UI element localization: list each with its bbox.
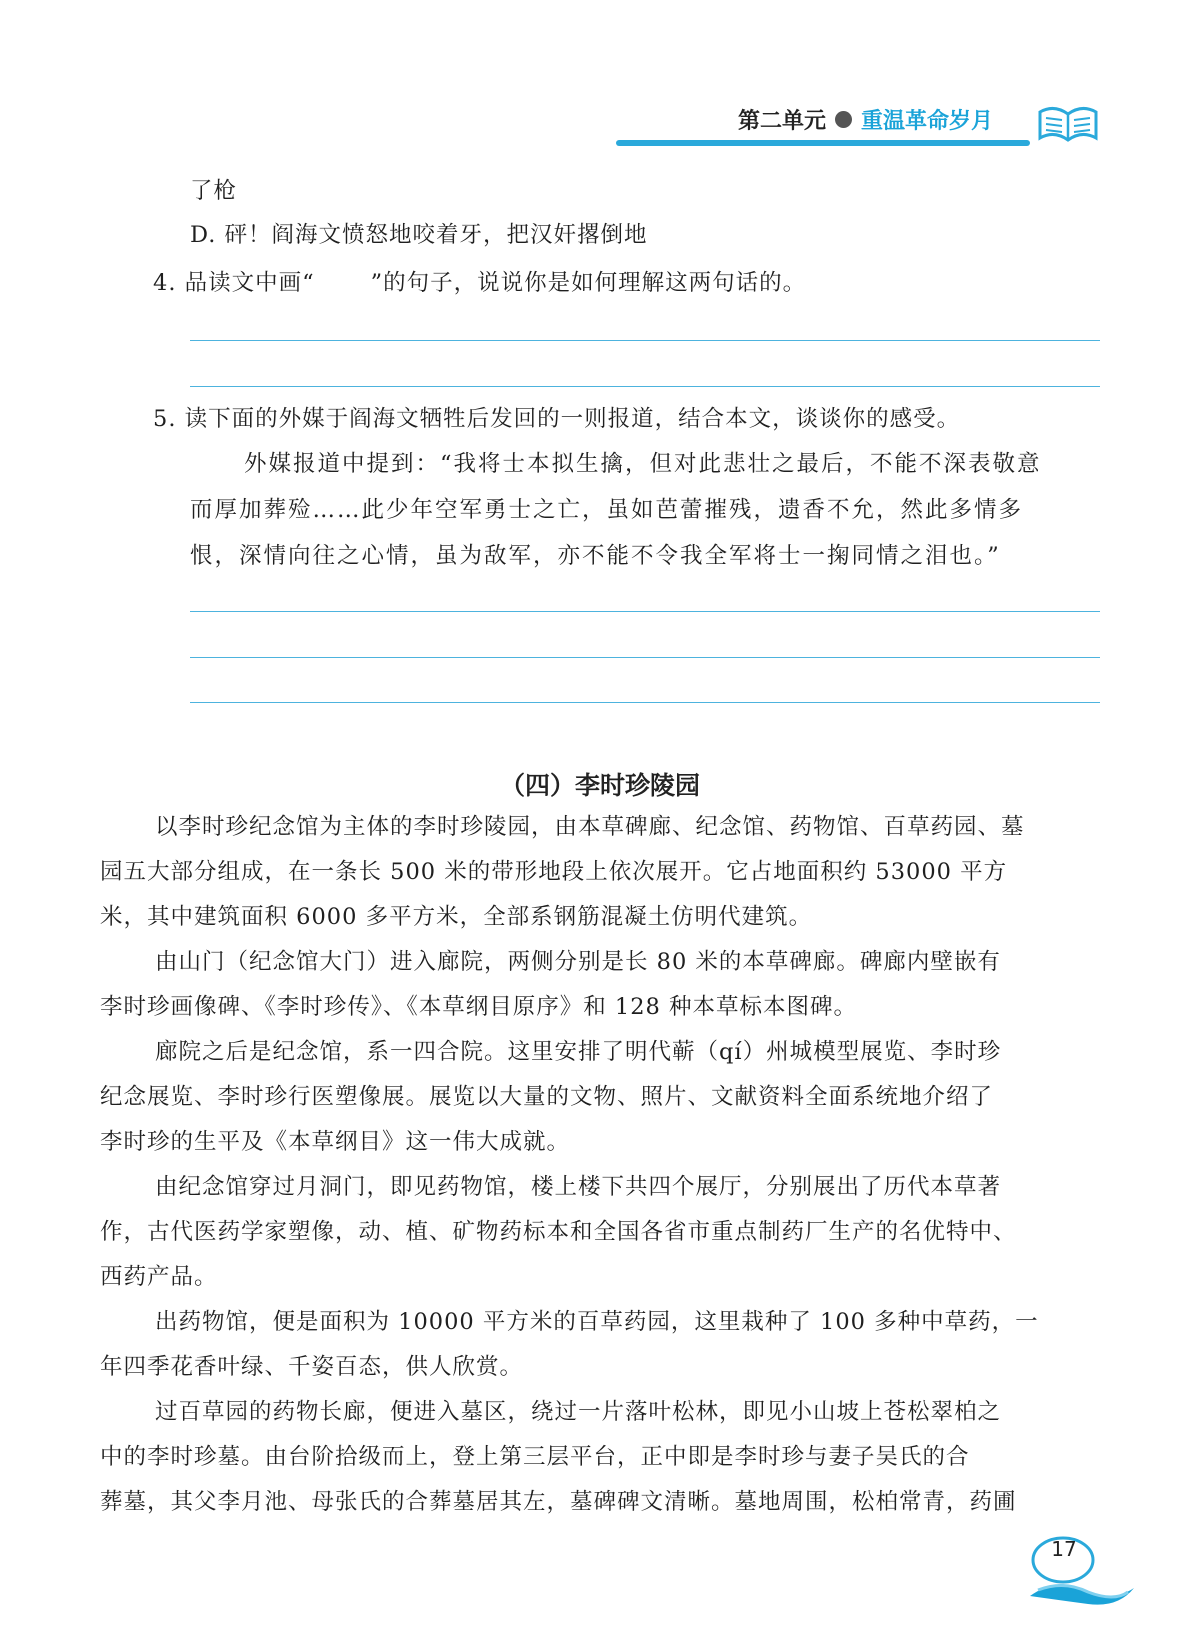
paragraph-line: 廊院之后是纪念馆，系一四合院。这里安排了明代蕲（qí）州城模型展览、李时珍 xyxy=(155,1039,1002,1065)
page-number: 17 xyxy=(1051,1537,1077,1561)
wavy-underline-mark xyxy=(315,266,371,290)
header-rule xyxy=(616,140,1030,146)
book-icon xyxy=(1036,98,1100,144)
unit-label: 第二单元 xyxy=(738,109,827,134)
paragraph-line: 葬墓，其父李月池、母张氏的合葬墓居其左，墓碑碑文清晰。墓地周围，松柏常青，药圃 xyxy=(100,1489,1017,1515)
question-5: 5. 读下面的外媒于阎海文牺牲后发回的一则报道，结合本文，谈谈你的感受。 xyxy=(153,406,961,432)
answer-line[interactable] xyxy=(190,386,1100,387)
paragraph-line: 以李时珍纪念馆为主体的李时珍陵园，由本草碑廊、纪念馆、药物馆、百草药园、墓 xyxy=(155,814,1025,840)
section-title: （四）李时珍陵园 xyxy=(499,771,700,800)
paragraph-line: 西药产品。 xyxy=(100,1264,218,1290)
answer-line[interactable] xyxy=(190,702,1100,703)
page-header xyxy=(738,104,993,135)
paragraph-line: 李时珍画像碑、《李时珍传》、《本草纲目原序》和 128 种本草标本图碑。 xyxy=(100,994,858,1020)
bullet-dot-icon xyxy=(835,111,852,128)
q4-text-after: ”的句子，说说你是如何理解这两句话的。 xyxy=(370,270,807,296)
unit-theme: 重温革命岁月 xyxy=(861,109,994,134)
quote-line: 外媒报道中提到：“我将士本拟生擒，但对此悲壮之最后，不能不深表敬意 xyxy=(244,451,1042,477)
question-4 xyxy=(153,266,806,298)
quote-line: 而厚加葬殓……此少年空军勇士之亡，虽如芭蕾摧残，遗香不允，然此多情多 xyxy=(190,497,1024,523)
paragraph-line: 由纪念馆穿过月洞门，即见药物馆，楼上楼下共四个展厅，分别展出了历代本草著 xyxy=(155,1174,1002,1200)
answer-line[interactable] xyxy=(190,340,1100,341)
paragraph-line: 作，古代医药学家塑像，动、植、矿物药标本和全国各省市重点制药厂生产的名优特中、 xyxy=(100,1219,1017,1245)
question-continuation: 了枪 xyxy=(190,178,238,204)
paragraph-line: 由山门（纪念馆大门）进入廊院，两侧分别是长 80 米的本草碑廊。碑廊内壁嵌有 xyxy=(155,949,1001,975)
paragraph-line: 中的李时珍墓。由台阶拾级而上，登上第三层平台，正中即是李时珍与妻子吴氏的合 xyxy=(100,1444,970,1470)
paragraph-line: 年四季花香叶绿、千姿百态，供人欣赏。 xyxy=(100,1354,524,1380)
paragraph-line: 纪念展览、李时珍行医塑像展。展览以大量的文物、照片、文献资料全面系统地介绍了 xyxy=(100,1084,994,1110)
paragraph-line: 米，其中建筑面积 6000 多平方米，全部系钢筋混凝土仿明代建筑。 xyxy=(100,904,813,930)
option-d: D. 砰！阎海文愤怒地咬着牙，把汉奸撂倒地 xyxy=(190,222,648,248)
paragraph-line: 过百草园的药物长廊，便进入墓区，绕过一片落叶松林，即见小山坡上苍松翠柏之 xyxy=(155,1399,1002,1425)
answer-line[interactable] xyxy=(190,611,1100,612)
q4-text-before: 4. 品读文中画“ xyxy=(153,270,315,296)
quote-line: 恨，深情向往之心情，虽为敌军，亦不能不令我全军将士一掬同情之泪也。” xyxy=(190,543,1001,569)
answer-line[interactable] xyxy=(190,657,1100,658)
paragraph-line: 出药物馆，便是面积为 10000 平方米的百草药园，这里栽种了 100 多种中草药，一 xyxy=(155,1309,1039,1335)
paragraph-line: 园五大部分组成，在一条长 500 米的带形地段上依次展开。它占地面积约 53000 平方 xyxy=(100,859,1008,885)
paragraph-line: 李时珍的生平及《本草纲目》这一伟大成就。 xyxy=(100,1129,571,1155)
